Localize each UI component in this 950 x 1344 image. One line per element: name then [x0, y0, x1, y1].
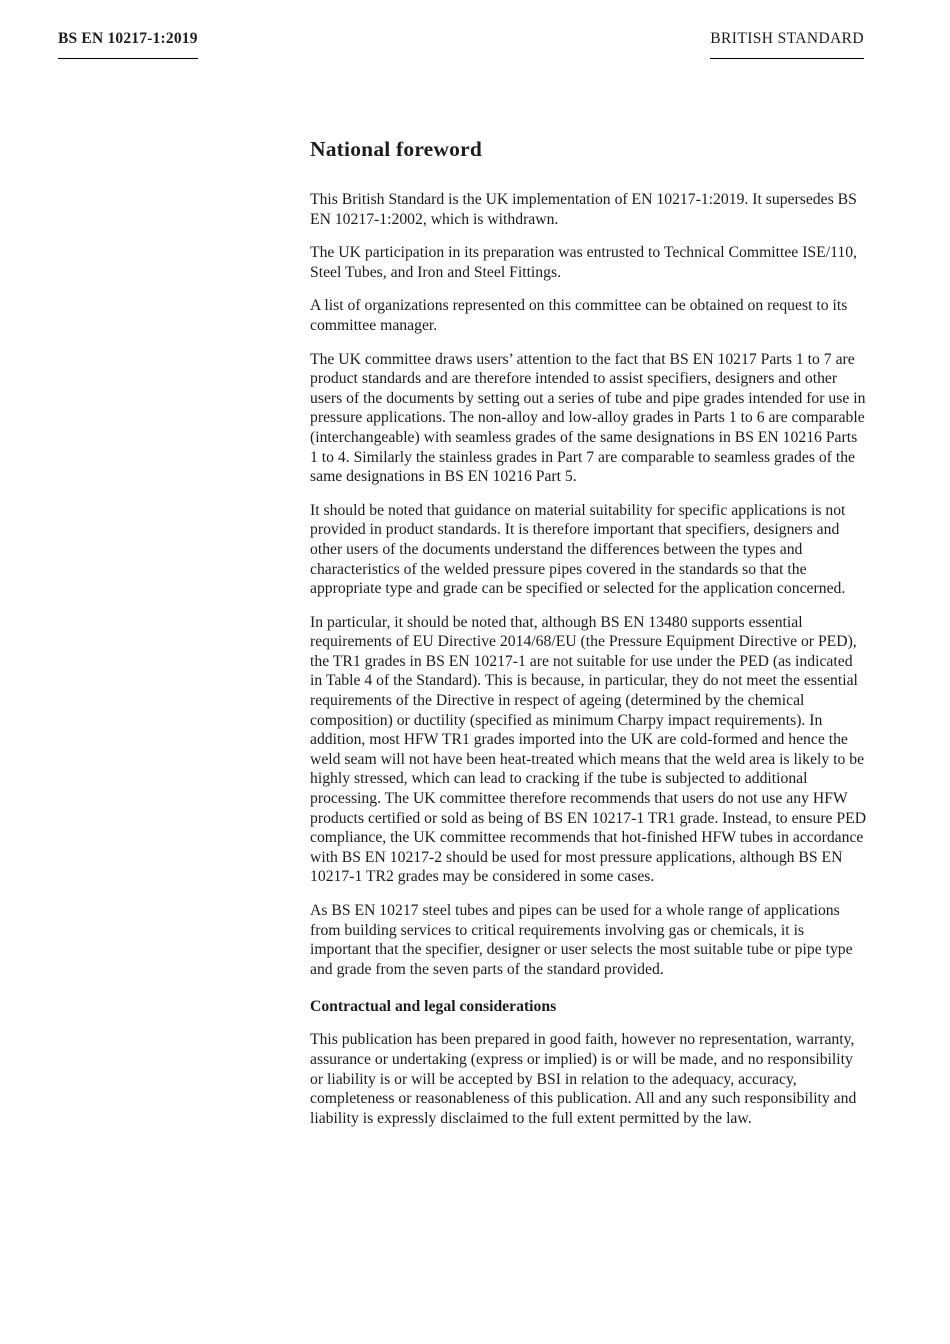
- paragraph-organizations: A list of organizations represented on this committee can be obtained on request to its committee manager.: [310, 297, 848, 334]
- page-title: National foreword: [310, 137, 482, 161]
- paragraph-product-standards: The UK committee draws users’ attention to the fact that BS EN 10217 Parts 1 to 7 are product standards and are therefore intended to assist specifiers, designers and other users of the documents by setting out a series of tube and pipe grades intended for use in pressure applications. The non-alloy and low-alloy grades in Parts 1 to 6 are comparable (interchangeable) with seamless grades of the same designations in BS EN 10216 Parts 1 to 4. Similarly the stainless grades in Part 7 are comparable to seamless grades of the same designations in BS EN 10216 Part 5.: [310, 350, 866, 486]
- paragraph-legal-disclaimer: This publication has been prepared in good faith, however no representation, warranty, assurance or undertaking (express or implied) is or will be made, and no responsibility or liability is or will be accepted by BSI in relation to the adequacy, accuracy, completeness or reasonableness of this publication. All and any such responsibility and liability is expressly disclaimed to the full extent permitted by the law.: [310, 1031, 857, 1127]
- paragraph-applications-range: As BS EN 10217 steel tubes and pipes can be used for a whole range of applications from building services to critical requirements involving gas or chemicals, it is important that the specifier, designer or user selects the most suitable tube or pipe type and grade from the seven parts of the standard provided.: [310, 902, 853, 978]
- paragraph-ped-guidance: In particular, it should be noted that, although BS EN 13480 supports essential requirements of EU Directive 2014/68/EU (the Pressure Equipment Directive or PED), the TR1 grades in BS EN 10217-1 are not suitable for use under the PED (as indicated in Table 4 of the Standard). This is because, in particular, they do not meet the essential requirements of the Directive in respect of ageing (determined by the chemical composition) or ductility (specified as minimum Charpy impact requirements). In addition, most HFW TR1 grades imported into the UK are cold-formed and hence the weld seam will not have been heat-treated which means that the weld area is likely to be highly stressed, which can lead to cracking if the tube is subjected to additional processing. The UK committee therefore recommends that users do not use any HFW products certified or sold as being of BS EN 10217-1 TR1 grade. Instead, to ensure PED compliance, the UK committee recommends that hot-finished HFW tubes in accordance with BS EN 10217-2 should be used for most pressure applications, although BS EN 10217-1 TR2 grades may be considered in some cases.: [310, 613, 867, 886]
- paragraph-committee: The UK participation in its preparation was entrusted to Technical Committee ISE/110, Steel Tubes, and Iron and Steel Fittings.: [310, 244, 857, 281]
- foreword-section: [310, 137, 868, 1128]
- paragraph-implementation: This British Standard is the UK implementation of EN 10217-1:2019. It supersedes BS EN 10217-1:2002, which is withdrawn.: [310, 191, 857, 228]
- page-header: [0, 30, 950, 59]
- standard-label: BRITISH STANDARD: [710, 30, 864, 59]
- doc-number: BS EN 10217-1:2019: [58, 30, 198, 59]
- subheading-contractual: Contractual and legal considerations: [310, 998, 557, 1016]
- paragraph-material-suitability: It should be noted that guidance on material suitability for specific applications is not provided in product standards. It is therefore important that specifiers, designers and other users of the documents understand the differences between the types and characteristics of the welded pressure pipes covered in the standards so that the appropriate type and grade can be specified or selected for the application concerned.: [310, 501, 846, 598]
